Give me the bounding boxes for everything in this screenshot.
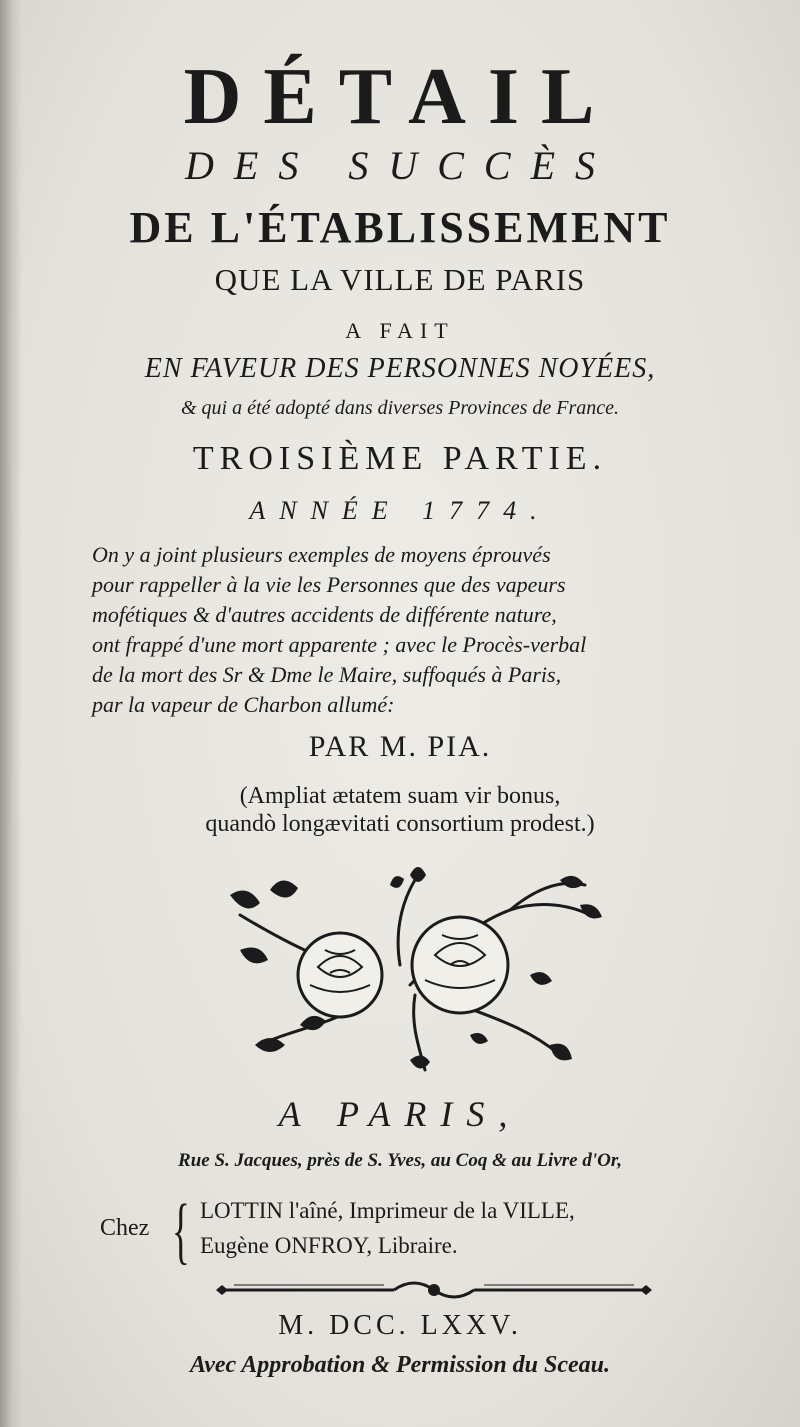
quote-line-1: (Ampliat ætatem suam vir bonus, xyxy=(239,783,561,809)
description-line: On y a joint plusieurs exemples de moyens éprouvés xyxy=(92,542,551,567)
chez-label: Chez xyxy=(100,1215,150,1241)
publication-date: M. DCC. LXXV. xyxy=(278,1310,522,1341)
description-line: ont frappé d'une mort apparente ; avec le Procès-verbal xyxy=(92,632,587,657)
floral-rose-ornament-icon xyxy=(210,855,620,1085)
title-main: DÉTAIL xyxy=(183,53,617,141)
description-line: de la mort des Sr & Dme le Maire, suffoqués à Paris, xyxy=(92,662,562,687)
ornamental-rule-icon xyxy=(214,1275,654,1305)
part-heading: TROISIÈME PARTIE. xyxy=(192,440,608,477)
brace-glyph: { xyxy=(172,1190,190,1272)
description-line: mofétiques & d'autres accidents de différente nature, xyxy=(92,602,557,627)
title-line-5: A FAIT xyxy=(345,318,455,343)
approbation-line: Avec Approbation & Permission du Sceau. xyxy=(189,1352,611,1378)
title-line-2: DES SUCCÈS xyxy=(185,143,615,188)
publisher-line-1: LOTTIN l'aîné, Imprimeur de la VILLE, xyxy=(200,1198,575,1223)
imprint-city: A PARIS, xyxy=(278,1094,522,1134)
imprint-address: Rue S. Jacques, près de S. Yves, au Coq & au Livre d'Or, xyxy=(178,1150,622,1171)
title-line-3: DE L'ÉTABLISSEMENT xyxy=(129,203,671,252)
year-line: ANNÉE 1774. xyxy=(249,496,551,525)
description-paragraph xyxy=(92,540,762,720)
title-line-7: & qui a été adopté dans diverses Provinces de France. xyxy=(180,397,620,419)
description-line: par la vapeur de Charbon allumé: xyxy=(92,692,395,717)
quote-line-2: quandò longævitati consortium prodest.) xyxy=(205,811,595,837)
description-line: pour rappeller à la vie les Personnes que des vapeurs xyxy=(92,572,566,597)
publisher-line-2: Eugène ONFROY, Libraire. xyxy=(200,1233,458,1258)
author-line: PAR M. PIA. xyxy=(308,730,492,763)
title-line-4: QUE LA VILLE DE PARIS xyxy=(214,262,586,297)
title-line-6: EN FAVEUR DES PERSONNES NOYÉES, xyxy=(144,353,656,384)
